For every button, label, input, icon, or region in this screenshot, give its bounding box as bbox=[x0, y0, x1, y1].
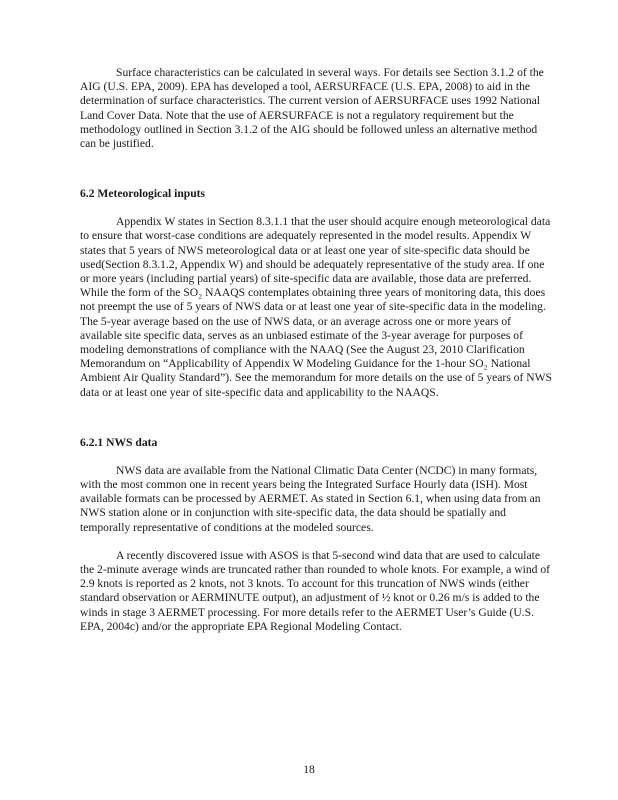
paragraph-surface-characteristics: Surface characteristics can be calculated in several ways. For details see Section 3.1.2 of the AIG (U.S. EPA, 2009). EPA has developed a tool, AERSURFACE (U.S. EPA, 2008) to aid in the determination of surface characteristics. The current version of AERSURFACE uses 1992 National Land Cover Data. Note that the use of AERSURFACE is not a regulatory requirement but the methodology outlined in Section 3.1.2 of the AIG should be followed unless an alternative method can be justified. bbox=[80, 66, 544, 151]
section-heading-meteorological-inputs: 6.2 Meteorological inputs bbox=[80, 187, 206, 201]
paragraph-nws-data: NWS data are available from the National Climatic Data Center (NCDC) in many formats, with the most common one in recent years being the Integrated Surface Hourly data (ISH). Most available formats can be processed by AERMET. As stated in Section 6.1, when using data from an NWS station alone or in conjunction with site-specific data, the data should be spatially and temporally representative of conditions at the modeled sources. bbox=[80, 463, 541, 534]
document-page bbox=[80, 66, 554, 634]
paragraph-asos-issue: A recently discovered issue with ASOS is that 5-second wind data that are used to calculate the 2-minute average winds are truncated rather than rounded to whole knots. For example, a wind of 2.9 knots is reported as 2 knots, not 3 knots. To account for this truncation of NWS winds (either standard observation or AERMINUTE output), an adjustment of ½ knot or 0.26 m/s is added to the winds in stage 3 AERMET processing. For more details refer to the AERMET User’s Guide (U.S. EPA, 2004c) and/or the appropriate EPA Regional Modeling Contact. bbox=[80, 548, 551, 633]
page-number: 18 bbox=[303, 763, 315, 776]
section-heading-nws-data: 6.2.1 NWS data bbox=[80, 435, 158, 449]
paragraph-meteorological-inputs: Appendix W states in Section 8.3.1.1 that the user should acquire enough meteorological data to ensure that worst-case conditions are adequately represented in the model results. Appendix W states that 5 years of NWS meteorological data or at least one year of site-specific data should be used(Section 8.3.1.2, Appendix W) and should be adequately representative of the study area. If one or more years (including partial years) of site-specific data are available, those data are preferred. While the form of the SO₂ NAAQS contemplates obtaining three years of monitoring data, this does not preempt the use of 5 years of NWS data or at least one year of site-specific data in the modeling. The 5-year average based on the use of NWS data, or an average across one or more years of available site specific data, serves as an unbiased estimate of the 3-year average for purposes of modeling demonstrations of compliance with the NAAQ (See the August 23, 2010 Clarification Memorandum on “Applicability of Appendix W Modeling Guidance for the 1-hour SO₂ National Ambient Air Quality Standard”). See the memorandum for more details on the use of 5 years of NWS data or at least one year of site-specific data and applicability to the NAAQS. bbox=[80, 215, 553, 399]
